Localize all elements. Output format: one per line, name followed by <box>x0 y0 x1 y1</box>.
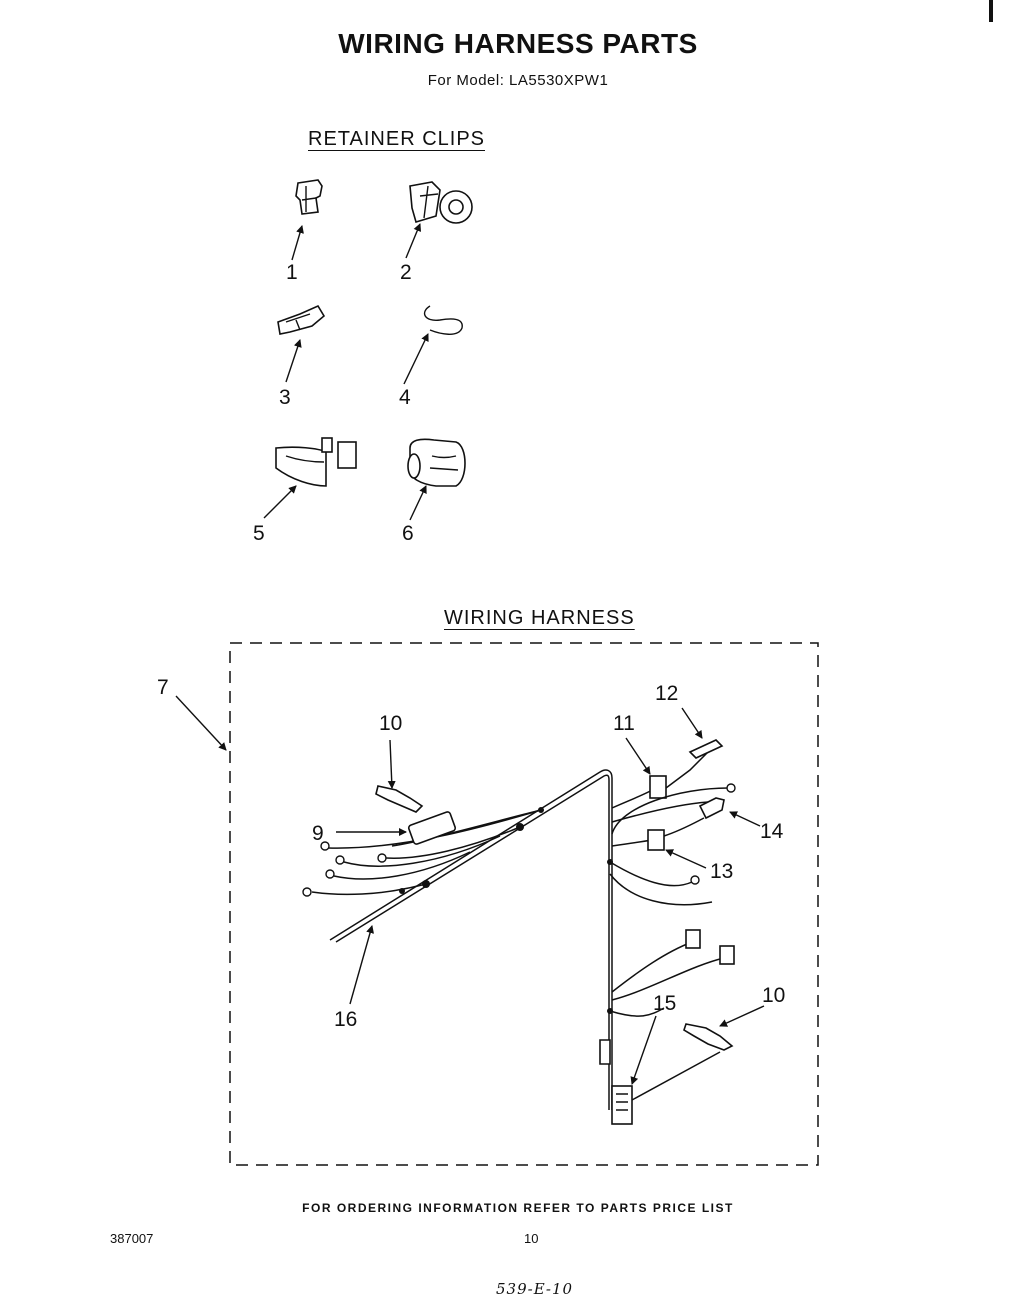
callout-13: 13 <box>710 860 734 883</box>
leader-13 <box>666 850 706 868</box>
model-subtitle: For Model: LA5530XPW1 <box>427 72 609 89</box>
callout-6: 6 <box>402 522 414 545</box>
callout-12: 12 <box>655 682 679 705</box>
callout-10-upper: 10 <box>379 712 403 735</box>
clip-1-drawing <box>296 180 322 214</box>
leader-clip-4 <box>404 334 428 384</box>
callout-3: 3 <box>279 386 291 409</box>
callout-9: 9 <box>312 822 324 845</box>
leader-16 <box>350 926 372 1004</box>
leader-14 <box>730 812 760 826</box>
callout-15: 15 <box>653 992 677 1015</box>
document-number: 387007 <box>110 1231 154 1246</box>
page-number: 10 <box>524 1231 539 1246</box>
leader-clip-3 <box>286 340 300 382</box>
leader-7 <box>176 696 226 750</box>
callout-7: 7 <box>157 676 169 699</box>
leader-clip-2 <box>406 224 420 258</box>
leader-clip-1 <box>292 226 302 260</box>
callout-4: 4 <box>399 386 411 409</box>
leader-12 <box>682 708 702 738</box>
leader-10-upper <box>390 740 392 788</box>
leader-11 <box>626 738 650 774</box>
callout-5: 5 <box>253 522 265 545</box>
leader-15 <box>632 1016 656 1084</box>
harness-drawing <box>303 740 735 1124</box>
callout-1: 1 <box>286 261 298 284</box>
callout-16: 16 <box>334 1008 358 1031</box>
callout-14: 14 <box>760 820 784 843</box>
callout-11: 11 <box>613 712 635 735</box>
handwritten-note: 539-E-10 <box>496 1280 574 1298</box>
harness-boundary-box <box>230 643 818 1165</box>
leader-clip-5 <box>264 486 296 518</box>
clip-2-drawing <box>410 182 472 223</box>
section-heading-retainer-clips: RETAINER CLIPS <box>308 128 485 150</box>
clip-5-drawing <box>276 438 356 486</box>
leader-10-lower <box>720 1006 764 1026</box>
leader-clip-6 <box>410 486 426 520</box>
clip-4-drawing <box>425 306 463 334</box>
clip-3-drawing <box>278 306 324 334</box>
callout-2: 2 <box>400 261 412 284</box>
ordering-information-note: FOR ORDERING INFORMATION REFER TO PARTS PRICE LIST <box>302 1201 734 1215</box>
section-heading-wiring-harness: WIRING HARNESS <box>444 607 635 629</box>
clip-6-drawing <box>408 439 465 486</box>
callout-10-lower: 10 <box>762 984 786 1007</box>
page-title: WIRING HARNESS PARTS <box>338 28 698 59</box>
